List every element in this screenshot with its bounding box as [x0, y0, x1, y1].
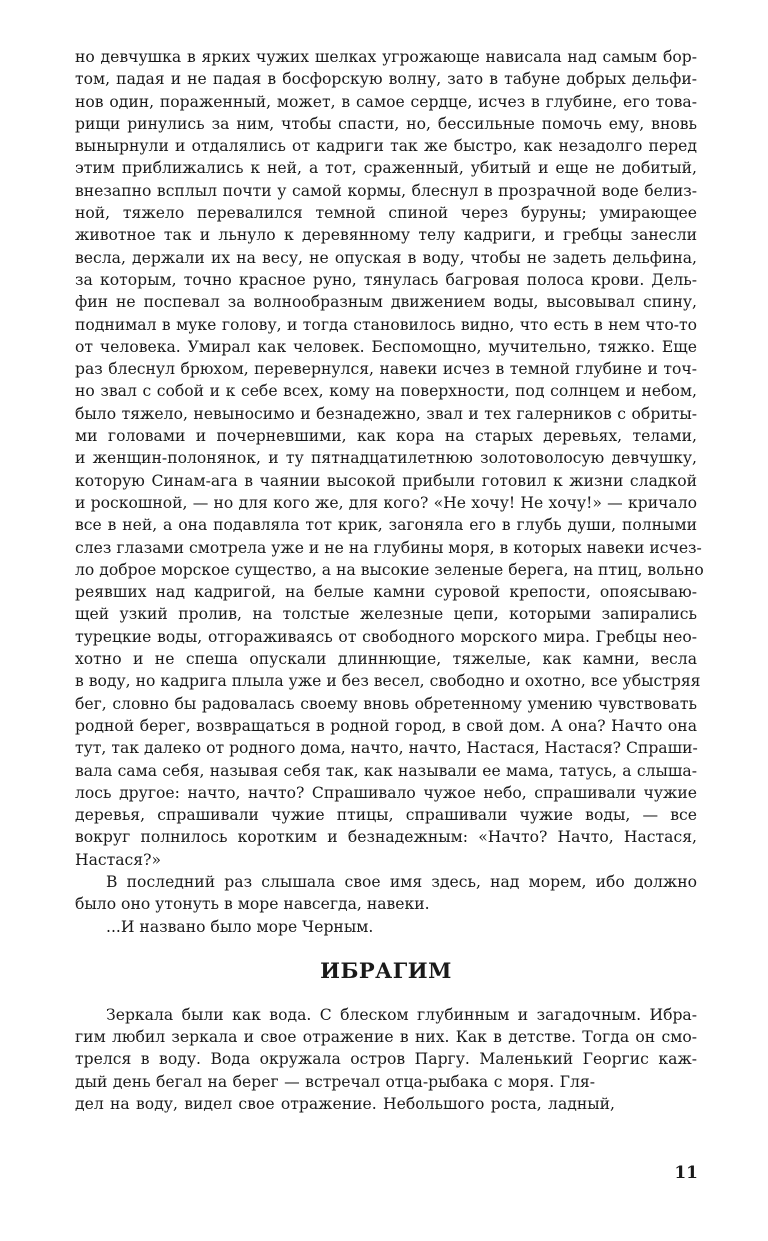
- text-line: внезапно всплыл почти у самой кормы, блеснул в прозрачной воде белиз-: [75, 181, 697, 200]
- text-line: ...И названо было море Черным.: [106, 917, 374, 936]
- text-line: тут, так далеко от родного дома, начто, начто, Настася, Настася? Спраши-: [75, 739, 698, 758]
- text-line: вынырнули и отдалялись от кадриги так же быстро, как незадолго перед: [75, 137, 697, 156]
- text-line: лось другое: начто, начто? Спрашивало чужое небо, спрашивали чужие: [75, 783, 697, 802]
- text-line: гим любил зеркала и свое отражение в них. Как в детстве. Тогда он смо-: [75, 1028, 697, 1047]
- text-line: Зеркала были как вода. С блеском глубинным и загадочным. Ибра-: [106, 1005, 697, 1024]
- text-line: животное так и льнуло к деревянному телу кадриги, и гребцы занесли: [75, 226, 697, 245]
- text-line: за которым, точно красное руно, тянулась багровая полоса крови. Дель-: [75, 270, 697, 289]
- text-line: ло доброе морское существо, а на высокие зеленые берега, на птиц, вольно: [75, 560, 704, 579]
- text-line: все в ней, а она подавляла тот крик, загоняла его в глубь души, полными: [75, 516, 697, 535]
- text-line: турецкие воды, отгораживаясь от свободного морского мира. Гребцы нео-: [75, 627, 697, 646]
- text-line: родной берег, возвращаться в родной город, в свой дом. А она? Начто она: [75, 716, 697, 735]
- text-line: Настася?»: [75, 850, 162, 869]
- paragraph: [75, 46, 704, 871]
- paragraph: [75, 916, 697, 938]
- text-line: было оно утонуть в море навсегда, навеки.: [75, 895, 430, 914]
- text-line: весла, держали их на весу, не опуская в воду, чтобы не задеть дельфина,: [75, 248, 697, 267]
- paragraph: [75, 1004, 697, 1115]
- text-line: дый день бегал на берег — встречал отца-рыбака с моря. Гля-: [75, 1072, 595, 1091]
- text-line: В последний раз слышала свое имя здесь, над морем, ибо должно: [106, 872, 697, 891]
- chapter-heading: ИБРАГИМ: [320, 957, 452, 983]
- text-line: в воду, но кадрига плыла уже и без весел, свободно и охотно, все убыстряя: [75, 672, 701, 691]
- page-body: [75, 46, 704, 1115]
- text-line: щей узкий пролив, на толстые железные цепи, которыми запирались: [75, 605, 697, 624]
- text-line: и женщин-полонянок, и ту пятнадцатилетнюю золотоволосую девчушку,: [75, 449, 697, 468]
- text-line: этим приближались к ней, а тот, сраженный, убитый и еще не добитый,: [75, 159, 697, 178]
- text-line: дел на воду, видел свое отражение. Небольшого роста, ладный,: [75, 1095, 615, 1114]
- text-line: было тяжело, невыносимо и безнадежно, звал и тех галерников с обриты-: [75, 404, 697, 423]
- text-line: которую Синам-ага в чаянии высокой прибыли готовил к жизни сладкой: [75, 471, 697, 490]
- text-line: хотно и не спеша опускали длиннющие, тяжелые, как камни, весла: [75, 650, 697, 669]
- text-line: слез глазами смотрела уже и не на глубины моря, в которых навеки исчез-: [75, 538, 702, 557]
- text-line: раз блеснул брюхом, перевернулся, навеки исчез в темной глубине и точ-: [75, 360, 697, 379]
- text-line: но звал с собой и к себе всех, кому на поверхности, под солнцем и небом,: [75, 382, 697, 401]
- text-line: фин не поспевал за волнообразным движением воды, высовывал спину,: [75, 293, 697, 312]
- text-line: реявших над кадригой, на белые камни суровой крепости, опоясываю-: [75, 583, 697, 602]
- text-line: от человека. Умирал как человек. Беспомощно, мучительно, тяжко. Еще: [75, 337, 697, 356]
- text-line: но девчушка в ярких чужих шелках угрожающе нависала над самым бор-: [75, 48, 697, 66]
- text-line: рищи ринулись за ним, чтобы спасти, но, бессильные помочь ему, вновь: [75, 114, 697, 133]
- text-line: деревья, спрашивали чужие птицы, спрашивали чужие воды, — все: [75, 806, 697, 825]
- paragraph: [75, 871, 697, 916]
- page-number: 11: [674, 1163, 698, 1183]
- text-line: ми головами и почерневшими, как кора на старых деревьях, телами,: [75, 427, 697, 446]
- text-line: нов один, пораженный, может, в самое сердце, исчез в глубине, его това-: [75, 92, 697, 111]
- text-line: и роскошной, — но для кого же, для кого? «Не хочу! Не хочу!» — кричало: [75, 493, 697, 512]
- text-line: поднимал в муке голову, и тогда становилось видно, что есть в нем что-то: [75, 315, 697, 334]
- text-line: бег, словно бы радовалась своему вновь обретенному умению чувствовать: [75, 694, 697, 713]
- text-line: вала сама себя, называя себя так, как называли ее мама, татусь, а слыша-: [75, 761, 697, 780]
- text-line: вокруг полнилось коротким и безнадежным: «Начто? Начто, Настася,: [75, 828, 697, 847]
- text-line: том, падая и не падая в босфорскую волну, зато в табуне добрых дельфи-: [75, 70, 697, 89]
- text-line: ной, тяжело перевалился темной спиной через буруны; умирающее: [75, 204, 697, 223]
- text-line: трелся в воду. Вода окружала остров Паргу. Маленький Георгис каж-: [75, 1050, 697, 1069]
